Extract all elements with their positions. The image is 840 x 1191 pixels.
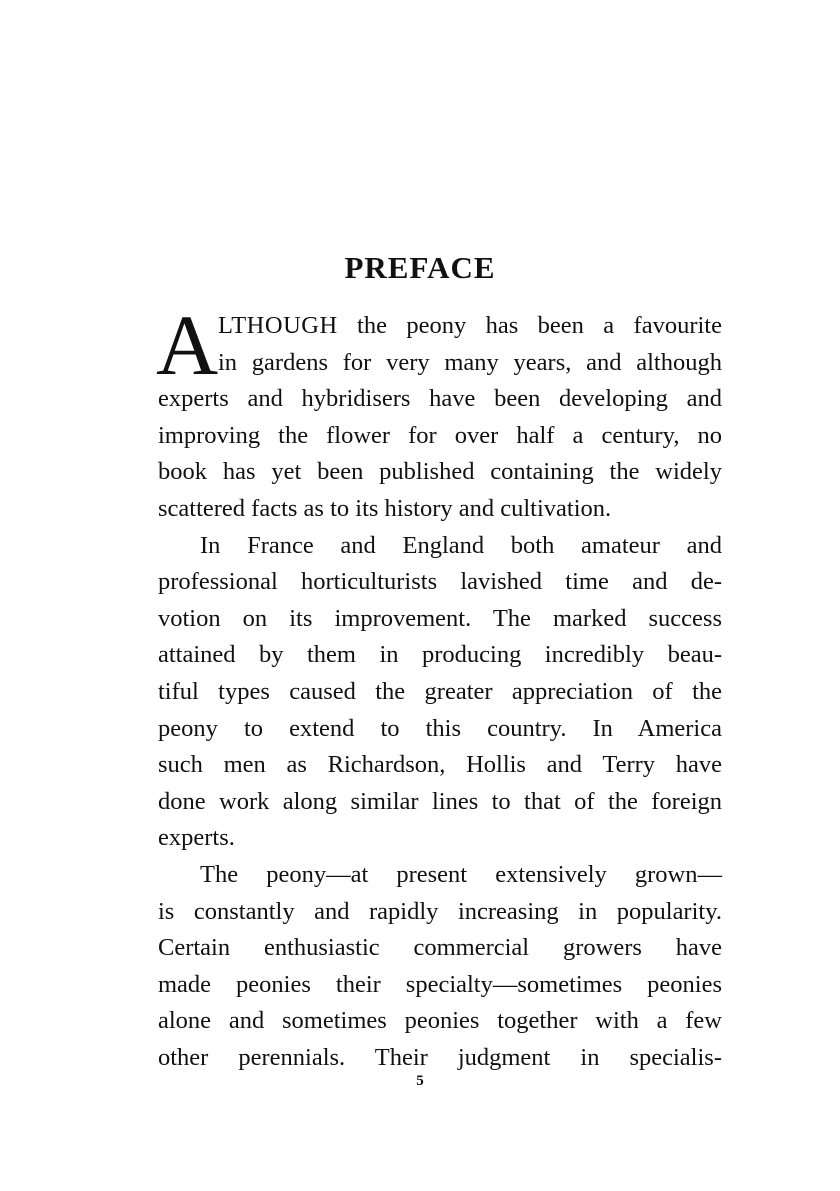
paragraph-3 (158, 857, 722, 1077)
text-line: tiful types caused the greater appreciation of the (158, 677, 722, 705)
page-title: PREFACE (344, 250, 496, 285)
page-number: 5 (416, 1073, 424, 1089)
text-line: made peonies their specialty—sometimes peonies (158, 970, 722, 998)
text-line: book has yet been published containing the widely (158, 458, 722, 486)
text-line-rest: the peony has been a favourite (337, 312, 722, 339)
text-line: improving the flower for over half a century, no (158, 421, 722, 449)
text-line: in gardens for very many years, and although (218, 348, 722, 376)
text-line: other perennials. Their judgment in specialis- (158, 1043, 722, 1071)
text-line: such men as Richardson, Hollis and Terry have (158, 751, 722, 779)
text-line: peony to extend to this country. In America (158, 714, 722, 742)
text-line: experts and hybridisers have been developing and (158, 385, 722, 413)
text-line: In France and England both amateur and (200, 531, 722, 559)
text-line: votion on its improvement. The marked success (158, 604, 722, 632)
text-line: alone and sometimes peonies together with a few (158, 1007, 722, 1035)
text-line: professional horticulturists lavished time and de- (158, 568, 722, 596)
body-text (156, 297, 722, 1076)
text-line (158, 308, 722, 345)
text-line: scattered facts as to its history and cultivation. (158, 494, 612, 522)
paragraph-2 (158, 528, 722, 857)
text-line: The peony—at present extensively grown— (200, 860, 722, 888)
text-line: is constantly and rapidly increasing in popularity. (158, 897, 722, 925)
opening-word: LTHOUGH (218, 312, 338, 339)
text-line: attained by them in producing incredibly beau- (158, 641, 722, 669)
text-line: Certain enthusiastic commercial growers have (158, 934, 722, 962)
text-line: done work along similar lines to that of the foreign (158, 787, 722, 815)
text-line: experts. (158, 824, 235, 852)
paragraph-1 (156, 297, 722, 528)
drop-cap: A (156, 297, 219, 393)
